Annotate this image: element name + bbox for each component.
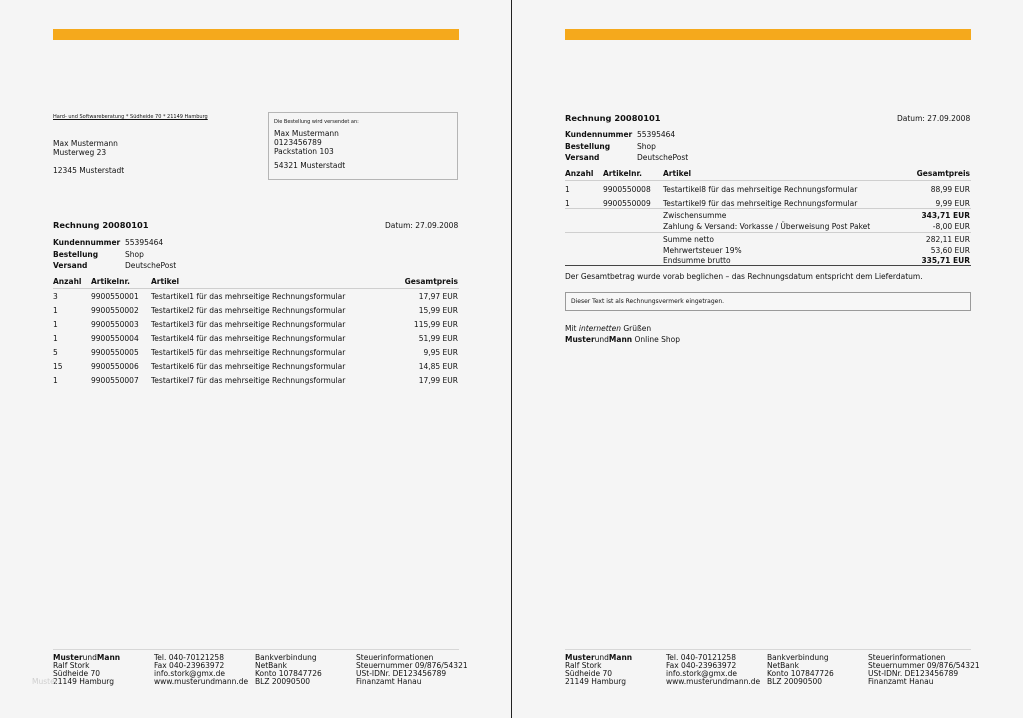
- meta-row: [565, 153, 689, 165]
- totals-value: 53,60 EUR: [930, 246, 970, 255]
- footer-line: Steuernummer 09/876/54321: [356, 661, 468, 670]
- footer-line: Südheide 70: [565, 669, 613, 678]
- col-header-qty: Anzahl: [565, 169, 594, 178]
- meta-value: DeutschePost: [637, 153, 689, 162]
- col-header-artno: Artikelnr.: [91, 277, 130, 286]
- watermark: Muster: [32, 677, 58, 686]
- footer-website-link[interactable]: www.musterundmann.de: [154, 677, 249, 686]
- shipping-line: 54321 Musterstadt: [274, 161, 346, 170]
- cell-artno: 9900550002: [91, 306, 139, 315]
- footer-line: BLZ 20090500: [255, 677, 311, 686]
- address-line: Max Mustermann: [53, 139, 118, 148]
- footer-email-link[interactable]: info.stork@gmx.de: [154, 669, 225, 678]
- totals-label: Mehrwertsteuer 19%: [663, 246, 742, 255]
- invoice-meta: [565, 130, 689, 165]
- totals-label: Endsumme brutto: [663, 256, 731, 265]
- footer-line: Ralf Stork: [53, 661, 90, 670]
- meta-label: Bestellung: [565, 141, 611, 151]
- cell-qty: 5: [53, 348, 58, 357]
- cell-price: 115,99 EUR: [413, 320, 458, 329]
- cell-article: Testartikel4 für das mehrseitige Rechnungsformular: [151, 334, 346, 343]
- address-spacer: [53, 157, 124, 166]
- cell-qty: 1: [53, 376, 58, 385]
- footer-email-link[interactable]: info.stork@gmx.de: [666, 669, 737, 678]
- shop-signature: MusterundMann Online Shop: [565, 335, 680, 344]
- shipping-box-title: Die Bestellung wird versendet an:: [274, 119, 359, 125]
- invoice-note-box: [565, 292, 971, 311]
- invoice-page-2: [512, 0, 1023, 718]
- totals-value: 343,71 EUR: [921, 211, 970, 220]
- footer-company: [565, 654, 632, 686]
- cell-artno: 9900550008: [603, 185, 651, 194]
- grand-total-value: 335,71 EUR: [921, 256, 970, 265]
- cell-price: 9,95 EUR: [423, 348, 458, 357]
- footer-tax: [868, 654, 980, 686]
- footer-line: BLZ 20090500: [767, 677, 823, 686]
- footer-line: Konto 107847726: [767, 669, 834, 678]
- footer-line: Tel. 040-70121258: [666, 653, 736, 662]
- col-header-qty: Anzahl: [53, 277, 82, 286]
- recipient-address: [53, 139, 124, 175]
- footer-line: USt-IDNr. DE123456789: [356, 669, 447, 678]
- accent-bar: [53, 29, 459, 40]
- cell-artno: 9900550004: [91, 334, 139, 343]
- invoice-note-text: Dieser Text ist als Rechnungsvermerk eingetragen.: [571, 298, 725, 305]
- footer-line: 21149 Hamburg: [565, 677, 627, 686]
- cell-artno: 9900550006: [91, 362, 139, 371]
- cell-artno: 9900550009: [603, 199, 651, 208]
- cell-artno: 9900550001: [91, 292, 139, 301]
- cell-price: 17,97 EUR: [418, 292, 458, 301]
- invoice-title: Rechnung 20080101: [53, 220, 149, 230]
- footer-line: Steuerinformationen: [356, 653, 434, 662]
- cell-qty: 1: [565, 185, 570, 194]
- footer-line: Südheide 70: [53, 669, 101, 678]
- address-line: Musterweg 23: [53, 148, 107, 157]
- cell-price: 9,99 EUR: [935, 199, 970, 208]
- cell-price: 15,99 EUR: [418, 306, 458, 315]
- meta-label: Bestellung: [53, 249, 99, 259]
- totals-label: Zahlung & Versand: Vorkasse / Überweisung Post Paket: [663, 222, 871, 231]
- footer-line: Fax 040-23963972: [666, 661, 737, 670]
- footer-contact: [154, 654, 248, 686]
- meta-value: Shop: [637, 141, 656, 151]
- cell-article: Testartikel1 für das mehrseitige Rechnungsformular: [151, 292, 346, 301]
- footer-bank: [255, 654, 322, 686]
- table-header-rule: [565, 180, 971, 181]
- meta-value: 55395464: [637, 130, 676, 139]
- footer-line: Fax 040-23963972: [154, 661, 225, 670]
- col-header-article: Artikel: [151, 277, 180, 286]
- cell-article: Testartikel8 für das mehrseitige Rechnungsformular: [663, 185, 858, 194]
- cell-qty: 15: [53, 362, 63, 371]
- cell-price: 51,99 EUR: [418, 334, 458, 343]
- cell-artno: 9900550005: [91, 348, 139, 357]
- footer-line: Steuerinformationen: [868, 653, 946, 662]
- shipping-line: 0123456789: [274, 138, 322, 147]
- footer-company: [53, 654, 120, 686]
- footer-bank: [767, 654, 834, 686]
- meta-row: [565, 130, 676, 142]
- address-line: 12345 Musterstadt: [53, 166, 125, 175]
- invoice-date: Datum: 27.09.2008: [897, 114, 971, 123]
- cell-article: Testartikel5 für das mehrseitige Rechnungsformular: [151, 348, 346, 357]
- cell-qty: 1: [565, 199, 570, 208]
- footer-contact: [666, 654, 760, 686]
- footer-line: Tel. 040-70121258: [154, 653, 224, 662]
- meta-value: 55395464: [125, 238, 164, 247]
- footer-line: Ralf Stork: [565, 661, 602, 670]
- footer-rule: [53, 649, 459, 650]
- col-header-price: Gesamtpreis: [916, 169, 970, 178]
- meta-value: Shop: [125, 249, 144, 259]
- meta-row: [53, 261, 177, 273]
- cell-article: Testartikel9 für das mehrseitige Rechnungsformular: [663, 199, 858, 208]
- cell-article: Testartikel2 für das mehrseitige Rechnungsformular: [151, 306, 346, 315]
- footer-line: Finanzamt Hanau: [356, 677, 422, 686]
- cell-artno: 9900550003: [91, 320, 139, 329]
- meta-row: [53, 238, 164, 250]
- col-header-price: Gesamtpreis: [404, 277, 458, 286]
- footer-tax: [356, 654, 468, 686]
- shipping-address-box: [268, 112, 458, 180]
- cell-qty: 3: [53, 292, 58, 301]
- cell-price: 14,85 EUR: [418, 362, 458, 371]
- cell-artno: 9900550007: [91, 376, 139, 385]
- cell-price: 88,99 EUR: [930, 185, 970, 194]
- col-header-artno: Artikelnr.: [603, 169, 642, 178]
- cell-price: 17,99 EUR: [418, 376, 458, 385]
- meta-label: Kundennummer: [53, 238, 121, 247]
- col-header-article: Artikel: [663, 169, 692, 178]
- footer-line: NetBank: [767, 661, 800, 670]
- shipping-line: Max Mustermann: [274, 129, 339, 138]
- totals-label: Summe netto: [663, 235, 714, 244]
- totals-value: 282,11 EUR: [925, 235, 970, 244]
- accent-bar: [565, 29, 971, 40]
- footer-brand: MusterundMann: [53, 653, 121, 662]
- cell-qty: 1: [53, 334, 58, 343]
- invoice-title: Rechnung 20080101: [565, 113, 661, 123]
- sender-line: Hard- und Softwareberatung * Südheide 70 * 21149 Hamburg: [53, 114, 208, 120]
- invoice-meta: [53, 238, 177, 273]
- footer-line: NetBank: [255, 661, 288, 670]
- footer-rule: [565, 649, 971, 650]
- meta-label: Versand: [53, 261, 88, 270]
- footer-line: Steuernummer 09/876/54321: [868, 661, 980, 670]
- shipping-address: [274, 129, 345, 170]
- footer-line: Bankverbindung: [767, 653, 829, 662]
- totals-label: Zwischensumme: [663, 211, 727, 220]
- cell-qty: 1: [53, 320, 58, 329]
- payment-note: Der Gesamtbetrag wurde vorab beglichen – das Rechnungsdatum entspricht dem Lieferdatum.: [565, 272, 923, 281]
- invoice-date: Datum: 27.09.2008: [385, 221, 459, 230]
- greeting: Mit internetten Grüßen: [565, 324, 652, 333]
- footer-brand: MusterundMann: [565, 653, 633, 662]
- totals-rule: [565, 232, 971, 233]
- invoice-page-1: [0, 0, 511, 718]
- cell-qty: 1: [53, 306, 58, 315]
- footer-line: Konto 107847726: [255, 669, 322, 678]
- meta-label: Versand: [565, 153, 600, 162]
- cell-article: Testartikel6 für das mehrseitige Rechnungsformular: [151, 362, 346, 371]
- footer-line: Bankverbindung: [255, 653, 317, 662]
- cell-article: Testartikel3 für das mehrseitige Rechnungsformular: [151, 320, 346, 329]
- meta-label: Kundennummer: [565, 130, 633, 139]
- grand-total-rule: [565, 265, 971, 266]
- totals-value: -8,00 EUR: [932, 222, 970, 231]
- rows-end-rule: [565, 208, 971, 209]
- footer-line: USt-IDNr. DE123456789: [868, 669, 959, 678]
- cell-article: Testartikel7 für das mehrseitige Rechnungsformular: [151, 376, 346, 385]
- footer-line: 21149 Hamburg: [53, 677, 115, 686]
- shipping-line: Packstation 103: [274, 147, 334, 156]
- meta-value: DeutschePost: [125, 261, 177, 270]
- meta-row: [565, 141, 656, 154]
- footer-line: Finanzamt Hanau: [868, 677, 934, 686]
- meta-row: [53, 249, 144, 262]
- footer-website-link[interactable]: www.musterundmann.de: [666, 677, 761, 686]
- table-header-rule: [53, 288, 459, 289]
